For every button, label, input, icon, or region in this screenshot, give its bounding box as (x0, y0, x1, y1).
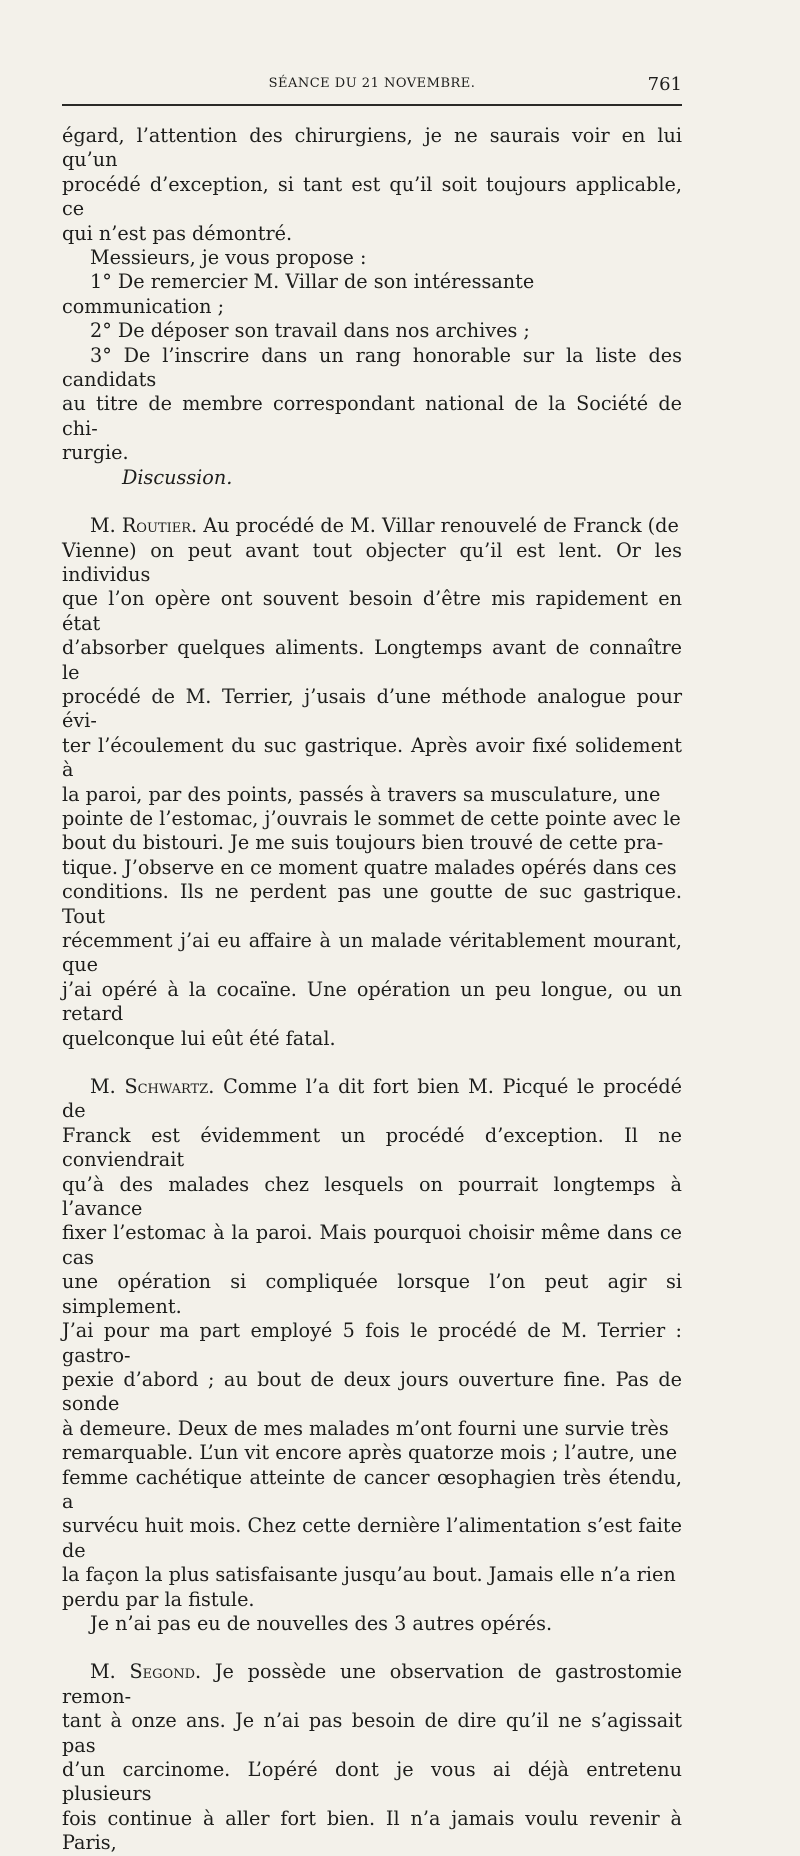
text-line: qu’à des malades chez lesquels on pourrait longtemps à l’avance (62, 1172, 682, 1221)
text-line: quelconque lui eût été fatal. (62, 1026, 336, 1050)
text-line: rurgie. (62, 441, 129, 465)
text-line: d’absorber quelques aliments. Longtemps avant de connaître le (62, 636, 682, 684)
speaker-name: Segond. (129, 1660, 202, 1684)
page-number: 761 (647, 74, 682, 95)
text-line: pexie d’abord ; au bout de deux jours ouverture fine. Pas de sonde (62, 1367, 682, 1416)
text-line: une opération si compliquée lorsque l’on peut agir si simplement. (62, 1270, 682, 1318)
text-line: 3° De l’inscrire dans un rang honorable sur la liste des candidats (62, 343, 682, 392)
text-line: Franck est évidemment un procédé d’exception. Il ne conviendrait (62, 1123, 682, 1172)
page-header (62, 74, 682, 98)
text-line: que l’on opère ont souvent besoin d’être mis rapidement en état (62, 587, 682, 635)
speaker-prefix: M. (90, 1075, 116, 1099)
text-line: procédé d’exception, si tant est qu’il soit toujours applicable, ce (62, 172, 682, 221)
text-line: qui n’est pas démontré. (62, 221, 293, 245)
text-line: fixer l’estomac à la paroi. Mais pourquoi choisir même dans ce cas (62, 1221, 682, 1269)
text-line (62, 1660, 682, 1709)
speaker-prefix: M. (90, 514, 116, 538)
text-line: bout du bistouri. Je me suis toujours bien trouvé de cette pra- (62, 831, 664, 855)
text-line: pointe de l’estomac, j’ouvrais le sommet de cette pointe avec le (62, 806, 681, 830)
text-line: tant à onze ans. Je n’ai pas besoin de dire qu’il ne s’agissait pas (62, 1709, 682, 1757)
text-line: ter l’écoulement du suc gastrique. Après avoir fixé solidement à (62, 733, 682, 782)
text-line: J’ai pour ma part employé 5 fois le procédé de M. Terrier : gastro- (62, 1319, 682, 1367)
text-line: 1° De remercier M. Villar de son intéressante communication ; (62, 270, 535, 318)
text-line: d’un carcinome. L’opéré dont je vous ai déjà entretenu plusieurs (62, 1758, 682, 1806)
text-line (62, 514, 682, 538)
text-line: à demeure. Deux de mes malades m’ont fourni une survie très (62, 1416, 669, 1440)
text-line: la façon la plus satisfaisante jusqu’au bout. Jamais elle n’a rien (62, 1563, 676, 1587)
text-line: conditions. Ils ne perdent pas une goutte de suc gastrique. Tout (62, 880, 682, 928)
text-line: Messieurs, je vous propose : (90, 246, 367, 270)
speaker-name: Schwartz. (124, 1075, 215, 1099)
text-line: Je n’ai pas eu de nouvelles des 3 autres opérés. (90, 1611, 553, 1635)
text-line: procédé de M. Terrier, j’usais d’une méthode analogue pour évi- (62, 684, 682, 733)
text-segment: Au procédé de M. Villar renouvelé de Franck (de (203, 514, 679, 538)
text-line: femme cachétique atteinte de cancer œsophagien très étendu, a (62, 1465, 682, 1513)
text-line: survécu huit mois. Chez cette dernière l’alimentation s’est faite de (62, 1514, 682, 1562)
text-line: égard, l’attention des chirurgiens, je ne saurais voir en lui qu’un (62, 124, 682, 172)
text-line: perdu par la fistule. (62, 1587, 255, 1611)
text-segment: Je possède une observation de gastrostomie remon- (62, 1660, 682, 1708)
text-line (62, 1075, 682, 1124)
text-line: Vienne) on peut avant tout objecter qu’il est lent. Or les individus (62, 538, 682, 586)
text-line: remarquable. L’un vit encore après quatorze mois ; l’autre, une (62, 1441, 678, 1465)
text-line: la paroi, par des points, passés à travers sa musculature, une (62, 782, 661, 806)
text-line: récemment j’ai eu affaire à un malade véritablement mourant, que (62, 929, 682, 977)
text-line: au titre de membre correspondant national de la Société de chi- (62, 392, 682, 440)
text-line: 2° De déposer son travail dans nos archives ; (90, 319, 530, 343)
running-head: SÉANCE DU 21 NOVEMBRE. (268, 76, 476, 91)
header-rule (62, 104, 682, 106)
discussion-heading: Discussion. (122, 465, 233, 489)
body-text (62, 124, 682, 1856)
text-line: j’ai opéré à la cocaïne. Une opération un peu longue, ou un retard (62, 977, 682, 1026)
text-line: fois continue à aller fort bien. Il n’a jamais voulu revenir à Paris, (62, 1806, 682, 1855)
speaker-prefix: M. (90, 1660, 116, 1684)
text-segment: Comme l’a dit fort bien M. Picqué le procédé de (62, 1075, 682, 1123)
speaker-name: Routier. (121, 514, 198, 538)
text-line: tique. J’observe en ce moment quatre malades opérés dans ces (62, 855, 677, 879)
